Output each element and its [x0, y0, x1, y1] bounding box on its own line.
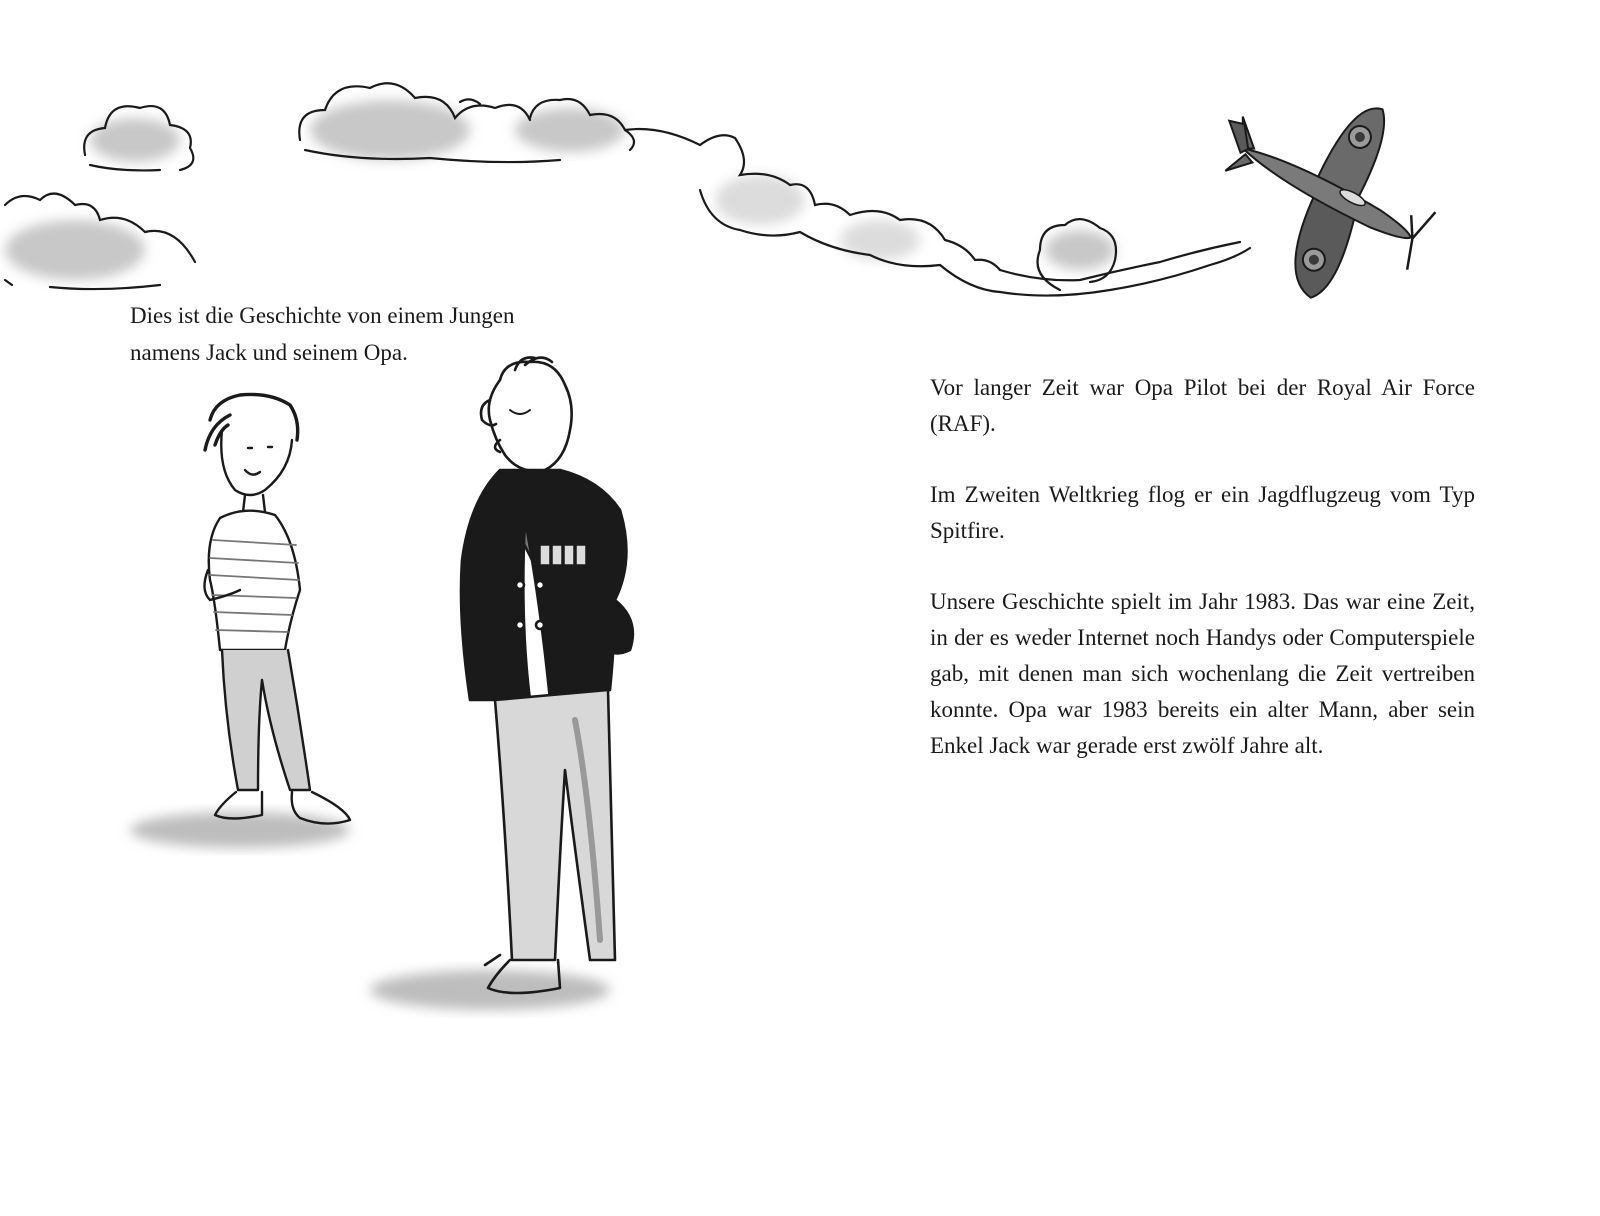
smoke-trail	[625, 129, 1250, 296]
paragraph-spitfire: Im Zweiten Weltkrieg flog er ein Jagdflugzeug vom Typ Spitfire.	[930, 482, 1475, 543]
caption	[130, 297, 600, 371]
jack-figure	[130, 394, 350, 848]
caption-line-1: Dies ist die Geschichte von einem Jungen	[130, 303, 515, 328]
spitfire-plane	[1174, 48, 1468, 331]
paragraph-1983: Unsere Geschichte spielt im Jahr 1983. Das war eine Zeit, in der es weder Internet noch Handys oder Computerspiele gab, mit denen man sich wochenlang die Zeit vertreiben konnte. Opa war 1983 bereits ein alter Mann, aber sein Enkel Jack war gerade erst zwölf Jahre alt.	[930, 589, 1475, 758]
paragraph-raf: Vor langer Zeit war Opa Pilot bei der Royal Air Force (RAF).	[930, 375, 1475, 436]
cloud-left-low	[5, 194, 195, 290]
cloud-center	[299, 83, 634, 162]
clouds	[5, 83, 1250, 295]
cloud-left-high	[84, 106, 193, 170]
story-text	[930, 370, 1475, 799]
opa-figure	[370, 358, 633, 1011]
caption-line-2: namens Jack und seinem Opa.	[130, 340, 408, 365]
